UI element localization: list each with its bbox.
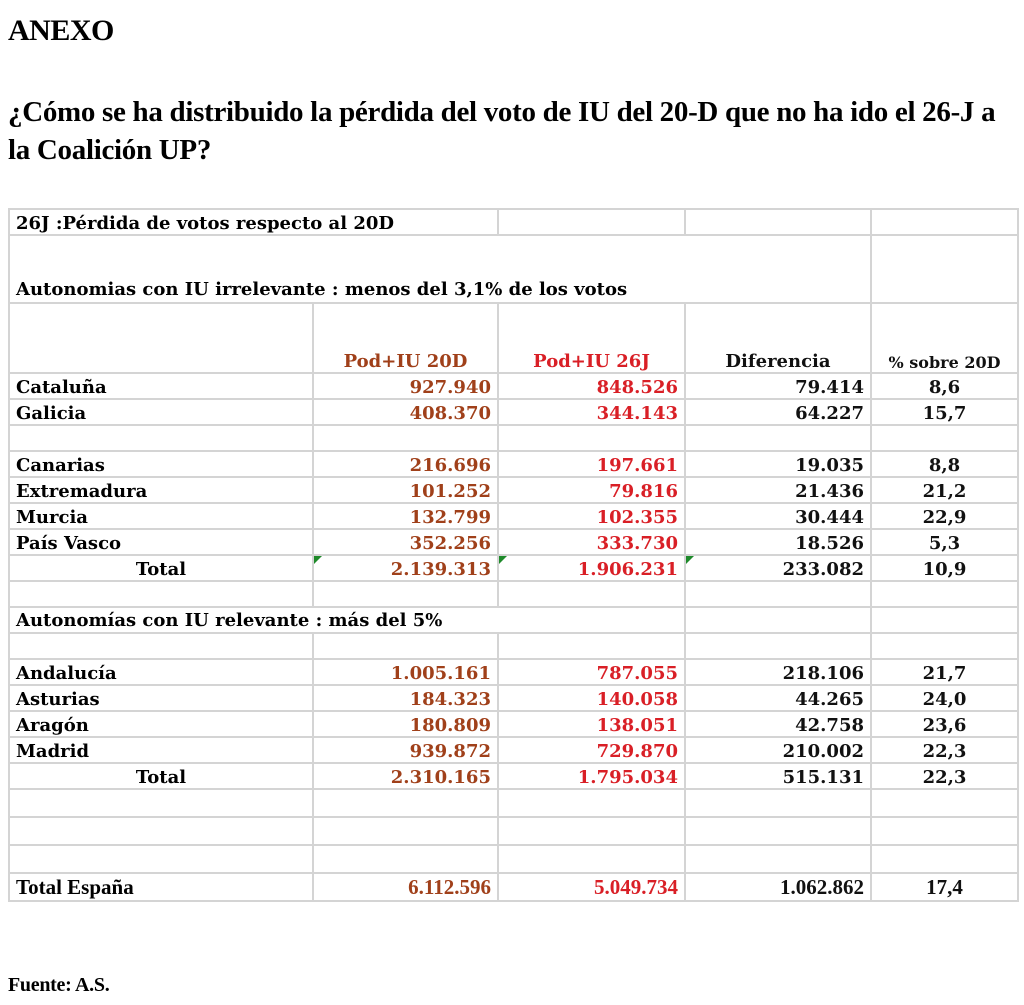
empty-cell bbox=[498, 425, 685, 451]
region-name: Murcia bbox=[9, 503, 313, 529]
pod-iu-26j-value: 138.051 bbox=[498, 711, 685, 737]
pod-iu-20d-value: 939.872 bbox=[313, 737, 498, 763]
column-header-pod-iu-26j: Pod+IU 26J bbox=[498, 303, 685, 373]
diferencia-value: 210.002 bbox=[685, 737, 871, 763]
pct-value: 24,0 bbox=[871, 685, 1018, 711]
pct-total: 22,3 bbox=[871, 763, 1018, 789]
question-title: ¿Cómo se ha distribuido la pérdida del voto de IU del 20-D que no ha ido el 26-J a la Coalición UP? bbox=[8, 96, 996, 166]
diferencia-value: 21.436 bbox=[685, 477, 871, 503]
table-row bbox=[9, 503, 1018, 529]
pod-iu-20d-value: 132.799 bbox=[313, 503, 498, 529]
region-name: Aragón bbox=[9, 711, 313, 737]
empty-cell bbox=[871, 633, 1018, 659]
table-row bbox=[9, 373, 1018, 399]
pod-iu-26j-value: 140.058 bbox=[498, 685, 685, 711]
pct-grand-total: 17,4 bbox=[871, 873, 1018, 901]
diferencia-total: 515.131 bbox=[685, 763, 871, 789]
section2-title-row bbox=[9, 607, 1018, 633]
total-label: Total bbox=[9, 555, 313, 581]
spacer-row bbox=[9, 817, 1018, 845]
pod-iu-20d-total: 2.139.313 bbox=[313, 555, 498, 581]
empty-cell bbox=[498, 209, 685, 235]
table-row bbox=[9, 529, 1018, 555]
pod-iu-26j-total: 1.906.231 bbox=[498, 555, 685, 581]
empty-cell bbox=[313, 789, 498, 817]
pod-iu-20d-value: 927.940 bbox=[313, 373, 498, 399]
spacer-row bbox=[9, 633, 1018, 659]
region-name: Canarias bbox=[9, 451, 313, 477]
pod-iu-20d-value: 1.005.161 bbox=[313, 659, 498, 685]
diferencia-value: 30.444 bbox=[685, 503, 871, 529]
pod-iu-26j-value: 848.526 bbox=[498, 373, 685, 399]
table-row bbox=[9, 399, 1018, 425]
empty-cell bbox=[313, 581, 498, 607]
spacer-row bbox=[9, 581, 1018, 607]
empty-cell bbox=[871, 209, 1018, 235]
diferencia-value: 19.035 bbox=[685, 451, 871, 477]
empty-cell bbox=[313, 633, 498, 659]
pod-iu-20d-grand-total: 6.112.596 bbox=[313, 873, 498, 901]
empty-cell bbox=[685, 845, 871, 873]
region-name: Asturias bbox=[9, 685, 313, 711]
pct-value: 22,9 bbox=[871, 503, 1018, 529]
empty-cell bbox=[498, 633, 685, 659]
pct-value: 15,7 bbox=[871, 399, 1018, 425]
empty-cell bbox=[685, 633, 871, 659]
table-title: 26J :Pérdida de votos respecto al 20D bbox=[9, 209, 498, 235]
table-row bbox=[9, 685, 1018, 711]
column-header-region bbox=[9, 303, 313, 373]
pod-iu-26j-total: 1.795.034 bbox=[498, 763, 685, 789]
empty-cell bbox=[871, 817, 1018, 845]
empty-cell bbox=[313, 425, 498, 451]
diferencia-grand-total: 1.062.862 bbox=[685, 873, 871, 901]
annex-heading: ANEXO bbox=[8, 14, 114, 47]
table-title-row bbox=[9, 209, 1018, 235]
empty-cell bbox=[313, 817, 498, 845]
column-header-pod-iu-20d: Pod+IU 20D bbox=[313, 303, 498, 373]
empty-cell bbox=[685, 425, 871, 451]
pct-value: 21,7 bbox=[871, 659, 1018, 685]
empty-cell bbox=[685, 817, 871, 845]
spacer-row bbox=[9, 425, 1018, 451]
empty-cell bbox=[871, 581, 1018, 607]
empty-cell bbox=[871, 845, 1018, 873]
section1-title-row bbox=[9, 235, 1018, 303]
empty-cell bbox=[9, 789, 313, 817]
column-header-row bbox=[9, 303, 1018, 373]
pod-iu-20d-total: 2.310.165 bbox=[313, 763, 498, 789]
pod-iu-20d-value: 216.696 bbox=[313, 451, 498, 477]
region-name: Cataluña bbox=[9, 373, 313, 399]
total-label: Total bbox=[9, 763, 313, 789]
region-name: Andalucía bbox=[9, 659, 313, 685]
column-header-diferencia: Diferencia bbox=[685, 303, 871, 373]
empty-cell bbox=[9, 425, 313, 451]
empty-cell bbox=[685, 607, 871, 633]
pct-value: 21,2 bbox=[871, 477, 1018, 503]
pod-iu-20d-value: 180.809 bbox=[313, 711, 498, 737]
column-header-pct: % sobre 20D bbox=[871, 303, 1018, 373]
empty-cell bbox=[871, 607, 1018, 633]
empty-cell bbox=[498, 817, 685, 845]
pct-value: 23,6 bbox=[871, 711, 1018, 737]
pod-iu-20d-value: 101.252 bbox=[313, 477, 498, 503]
diferencia-value: 218.106 bbox=[685, 659, 871, 685]
empty-cell bbox=[685, 209, 871, 235]
empty-cell bbox=[498, 845, 685, 873]
table-row bbox=[9, 477, 1018, 503]
pct-value: 8,6 bbox=[871, 373, 1018, 399]
empty-cell bbox=[685, 581, 871, 607]
empty-cell bbox=[871, 425, 1018, 451]
section1-title: Autonomias con IU irrelevante : menos del 3,1% de los votos bbox=[9, 235, 871, 303]
grand-total-label: Total España bbox=[9, 873, 313, 901]
pct-total: 10,9 bbox=[871, 555, 1018, 581]
empty-cell bbox=[9, 845, 313, 873]
region-name: País Vasco bbox=[9, 529, 313, 555]
empty-cell bbox=[498, 789, 685, 817]
table-row bbox=[9, 451, 1018, 477]
diferencia-value: 18.526 bbox=[685, 529, 871, 555]
pod-iu-26j-value: 79.816 bbox=[498, 477, 685, 503]
empty-cell bbox=[871, 235, 1018, 303]
table-row bbox=[9, 711, 1018, 737]
pod-iu-20d-value: 408.370 bbox=[313, 399, 498, 425]
pod-iu-26j-value: 102.355 bbox=[498, 503, 685, 529]
pod-iu-26j-grand-total: 5.049.734 bbox=[498, 873, 685, 901]
diferencia-value: 79.414 bbox=[685, 373, 871, 399]
pod-iu-26j-value: 197.661 bbox=[498, 451, 685, 477]
diferencia-value: 64.227 bbox=[685, 399, 871, 425]
vote-loss-table bbox=[8, 208, 1019, 902]
section1-total-row bbox=[9, 555, 1018, 581]
region-name: Galicia bbox=[9, 399, 313, 425]
empty-cell bbox=[9, 581, 313, 607]
diferencia-total: 233.082 bbox=[685, 555, 871, 581]
pct-value: 22,3 bbox=[871, 737, 1018, 763]
empty-cell bbox=[685, 789, 871, 817]
empty-cell bbox=[9, 633, 313, 659]
pod-iu-26j-value: 344.143 bbox=[498, 399, 685, 425]
diferencia-value: 44.265 bbox=[685, 685, 871, 711]
table-row bbox=[9, 737, 1018, 763]
region-name: Madrid bbox=[9, 737, 313, 763]
pod-iu-20d-value: 184.323 bbox=[313, 685, 498, 711]
spacer-row bbox=[9, 845, 1018, 873]
source-note: Fuente: A.S. bbox=[8, 974, 110, 996]
section2-total-row bbox=[9, 763, 1018, 789]
table-row bbox=[9, 659, 1018, 685]
pod-iu-26j-value: 787.055 bbox=[498, 659, 685, 685]
pct-value: 5,3 bbox=[871, 529, 1018, 555]
pod-iu-26j-value: 729.870 bbox=[498, 737, 685, 763]
spacer-row bbox=[9, 789, 1018, 817]
diferencia-value: 42.758 bbox=[685, 711, 871, 737]
pct-value: 8,8 bbox=[871, 451, 1018, 477]
empty-cell bbox=[871, 789, 1018, 817]
empty-cell bbox=[9, 817, 313, 845]
pod-iu-20d-value: 352.256 bbox=[313, 529, 498, 555]
region-name: Extremadura bbox=[9, 477, 313, 503]
section2-title: Autonomías con IU relevante : más del 5% bbox=[9, 607, 685, 633]
pod-iu-26j-value: 333.730 bbox=[498, 529, 685, 555]
empty-cell bbox=[313, 845, 498, 873]
grand-total-row bbox=[9, 873, 1018, 901]
empty-cell bbox=[498, 581, 685, 607]
